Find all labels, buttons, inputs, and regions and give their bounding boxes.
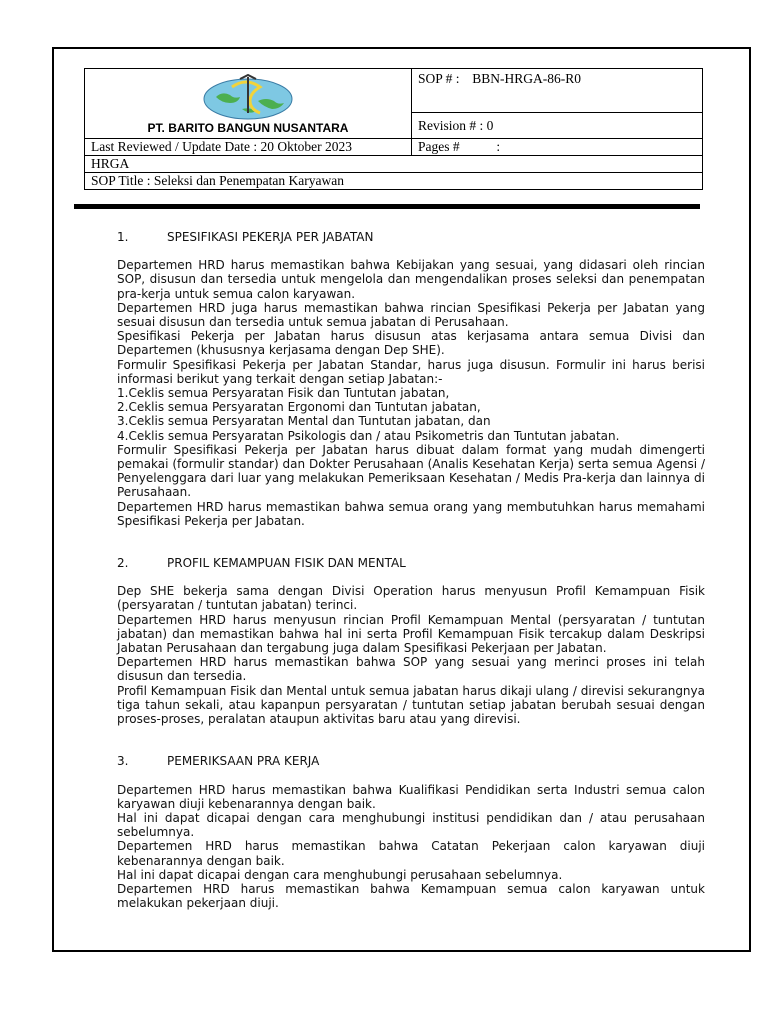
header-divider [74, 204, 700, 209]
company-name: PT. BARITO BANGUN NUSANTARA [147, 121, 349, 135]
sop-number-value: BBN-HRGA-86-R0 [472, 71, 582, 86]
section-number: 1. [117, 230, 129, 244]
section-1 [117, 230, 705, 528]
paragraph: Departemen HRD harus memastikan bahwa Kemampuan semua calon karyawan untuk melakukan pekerjaan diuji. [117, 881, 705, 911]
paragraph: Formulir Spesifikasi Pekerja per Jabatan Standar, harus juga disusun. Formulir ini harus berisi informasi berikut yang terkait dengan setiap Jabatan:- [117, 357, 705, 386]
paragraph: Profil Kemampuan Fisik dan Mental untuk semua jabatan harus dikaji ulang / direvisi sekurangnya tiga tahun sekali, atau kapanpun persyaratan / tuntutan setiap jabatan berubah sesuai dengan proses-proses, peralatan ataupun aktivitas baru atau yang direvisi. [117, 683, 705, 727]
paragraph: Formulir Spesifikasi Pekerja per Jabatan harus dibuat dalam format yang mudah dimengerti pemakai (formulir standar) dan Dokter Perusahaan (Analis Kesehatan Kerja) serta semua Agensi / Penyelenggara dari luar yang melakukan Pemeriksaan Kesehatan / Medis Pra-kerja dan lainnya di Perusahaan. [117, 442, 705, 500]
company-logo-cell [85, 69, 412, 139]
list-item: 2.Ceklis semua Persyaratan Ergonomi dan Tuntutan jabatan, [117, 400, 481, 415]
section-3 [117, 754, 705, 910]
paragraph: Hal ini dapat dicapai dengan cara menghubungi institusi pendidikan dan / atau perusahaan sebelumnya. [117, 810, 705, 840]
list-item: 3.Ceklis semua Persyaratan Mental dan Tuntutan jabatan, dan [117, 414, 491, 429]
paragraph: Departemen HRD harus menyusun rincian Profil Kemampuan Mental (persyaratan / tuntutan jabatan) dan memastikan bahwa hal ini serta Profil Kemampuan Fisik tercakup dalam Deskripsi Jabatan Perusahaan dan tergabung juga dalam Spesifikasi Pekerjaan per Jabatan. [117, 612, 705, 656]
company-logo-icon [202, 73, 294, 121]
sop-title-value: Seleksi dan Penempatan Karyawan [153, 173, 344, 188]
last-reviewed-label: Last Reviewed / Update Date : [91, 139, 258, 154]
section-number: 2. [117, 556, 129, 571]
section-title: PEMERIKSAAN PRA KERJA [167, 754, 320, 769]
sop-title-cell [85, 173, 703, 190]
paragraph: Hal ini dapat dicapai dengan cara menghubungi perusahaan sebelumnya. [117, 867, 563, 882]
paragraph: Spesifikasi Pekerja per Jabatan harus disusun atas kerjasama antara semua Divisi dan Departemen (khususnya kerjasama dengan Dep SHE). [117, 329, 705, 358]
revision-cell [412, 113, 703, 139]
last-reviewed-cell [85, 139, 412, 156]
pages-label: Pages # [418, 139, 460, 154]
section-title: SPESIFIKASI PEKERJA PER JABATAN [167, 230, 374, 244]
pages-cell [412, 139, 703, 156]
paragraph: Departemen HRD harus memastikan bahwa Kualifikasi Pendidikan serta Industri semua calon karyawan diuji kebenarannya dengan baik. [117, 782, 705, 811]
paragraph: Departemen HRD juga harus memastikan bahwa rincian Spesifikasi Pekerja per Jabatan yang sesuai disusun dan tersedia untuk semua jabatan di Perusahaan. [117, 300, 705, 330]
department-value: HRGA [91, 156, 130, 171]
section-number: 3. [117, 754, 129, 769]
pages-separator: : [496, 139, 501, 154]
section-title: PROFIL KEMAMPUAN FISIK DAN MENTAL [167, 556, 406, 571]
department-cell [85, 156, 703, 173]
section-2 [117, 556, 705, 726]
paragraph: Dep SHE bekerja sama dengan Divisi Operation harus menyusun Profil Kemampuan Fisik (persyaratan / tuntutan jabatan) terinci. [117, 584, 705, 613]
paragraph: Departemen HRD harus memastikan bahwa Catatan Pekerjaan calon karyawan diuji kebenarannya dengan baik. [117, 839, 705, 868]
paragraph: Departemen HRD harus memastikan bahwa semua orang yang membutuhkan harus memahami Spesifikasi Pekerja per Jabatan. [117, 499, 705, 528]
paragraph: Departemen HRD harus memastikan bahwa SOP yang sesuai yang merinci proses ini telah disusun dan tersedia. [117, 655, 705, 684]
sop-number-label: SOP # : [418, 71, 460, 86]
section-heading [117, 754, 705, 768]
list-item: 4.Ceklis semua Persyaratan Psikologis dan / atau Psikometris dan Tuntutan jabatan. [117, 428, 620, 443]
revision-value: 0 [486, 117, 494, 133]
document-body [117, 230, 705, 910]
sop-number-cell [412, 69, 703, 113]
section-heading [117, 230, 705, 244]
section-heading [117, 556, 705, 570]
paragraph: Departemen HRD harus memastikan bahwa Kebijakan yang sesuai, yang didasari oleh rincian SOP, disusun dan tersedia untuk mengelola dan mengendalikan proses seleksi dan penempatan pra-kerja untuk semua calon karyawan. [117, 258, 705, 301]
document-header-table [84, 68, 703, 190]
revision-label: Revision # : [418, 117, 484, 133]
last-reviewed-value: 20 Oktober 2023 [260, 139, 352, 154]
sop-title-label: SOP Title : [91, 173, 151, 188]
list-item: 1.Ceklis semua Persyaratan Fisik dan Tuntutan jabatan, [117, 386, 450, 401]
